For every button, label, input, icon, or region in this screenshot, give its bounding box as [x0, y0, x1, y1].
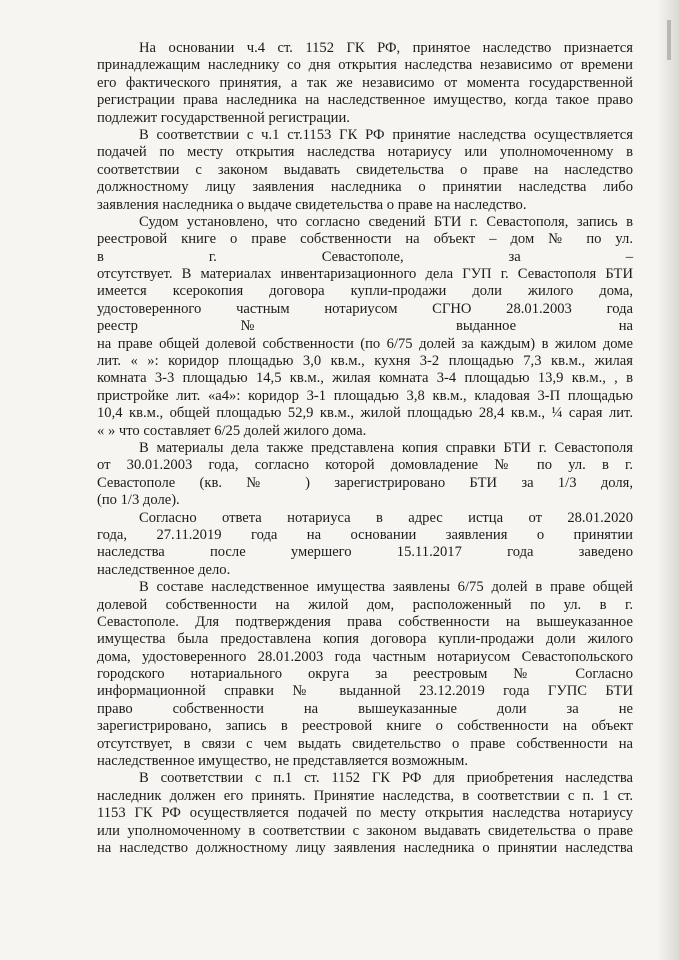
paragraph — [97, 40, 633, 127]
text-line: информационной справки № выданной 23.12.2019 года ГУПС БТИ — [97, 683, 633, 700]
text-line: Севастополе (кв. № ) зарегистрировано БТИ за 1/3 доля, — [97, 474, 633, 491]
text-line: В составе наследственное имущества заявлены 6/75 долей в праве общей — [139, 579, 633, 596]
text-line: комната 3-3 площадью 14,5 кв.м., жилая комната 3-4 площадью 13,9 кв.м., , в — [97, 370, 633, 387]
text-line: В соответствии с ч.1 ст.1153 ГК РФ принятие наследства осуществляется — [139, 126, 633, 143]
text-line: подлежит государственной регистрации. — [97, 109, 350, 126]
paragraph — [97, 214, 633, 440]
text-line: отсутствует. В материалах инвентаризационного дела ГУП г. Севастополя БТИ — [97, 266, 633, 283]
text-line: Судом установлено, что согласно сведений БТИ г. Севастополя, запись в — [139, 213, 633, 230]
text-line: наследства после умершего 15.11.2017 года заведено — [97, 544, 633, 561]
text-line: регистрации права наследника на наследственное имущество, когда такое право — [97, 92, 633, 109]
text-line: « » что составляет 6/25 долей жилого дома. — [97, 422, 367, 439]
paragraph — [97, 510, 633, 580]
text-line: заявления наследника о выдаче свидетельства о праве на наследство. — [97, 196, 527, 213]
text-line: (по 1/3 доле). — [97, 492, 180, 509]
text-line: наследственное имущество, не представляется возможным. — [97, 753, 469, 770]
text-line: года, 27.11.2019 года на основании заявления о принятии — [97, 526, 633, 543]
scan-edge-mark — [667, 20, 671, 60]
text-line: на праве общей долевой собственности (по 6/75 долей за каждым) в жилом доме — [97, 335, 633, 352]
text-line: его фактического принятия, а так же независимо от момента государственной — [97, 74, 633, 91]
text-line: подачей по месту открытия наследства нотариусу или уполномоченному в — [97, 144, 633, 161]
text-line: наследственное дело. — [97, 561, 231, 578]
text-line: право собственности на вышеуказанные доли за не — [97, 700, 633, 717]
text-line: Севастополе. Для подтверждения права собственности на вышеуказанное — [97, 613, 633, 630]
text-line: должностному лицу заявления наследника о принятии наследства либо — [97, 179, 633, 196]
paragraph — [97, 127, 633, 214]
text-line: городского нотариального округа за реестровым № Согласно — [97, 666, 633, 683]
text-line: дома, удостоверенного 28.01.2003 года частным нотариусом Севастопольского — [97, 648, 633, 665]
text-line: имеется ксерокопия договора купли-продажи доли жилого дома, — [97, 283, 633, 300]
text-line: 1153 ГК РФ осуществляется подачей по месту открытия наследства нотариусу — [97, 805, 633, 822]
paragraph — [97, 440, 633, 510]
text-line: наследник должен его принять. Принятие наследства, в соответствии с п. 1 ст. — [97, 787, 633, 804]
text-line: от 30.01.2003 года, согласно которой домовладение № по ул. в г. — [97, 457, 633, 474]
text-line: соответствии с законом выдавать свидетельства о праве на наследство — [97, 161, 633, 178]
text-line: имущества была предоставлена копия договора купли-продажи доли жилого — [97, 631, 633, 648]
text-line: зарегистрировано, запись в реестровой книге о собственности на объект — [97, 718, 633, 735]
text-line: На основании ч.4 ст. 1152 ГК РФ, принятое наследство признается — [139, 40, 633, 56]
paragraph — [97, 579, 633, 770]
scan-edge-shadow — [657, 0, 679, 960]
text-line: отсутствует, в связи с чем выдать свидетельство о праве собственности на — [97, 735, 633, 752]
document-body — [97, 40, 633, 857]
text-line: В соответствии с п.1 ст. 1152 ГК РФ для приобретения наследства — [139, 770, 633, 787]
text-line: или уполномоченному в соответствии с законом выдавать свидетельства о праве — [97, 822, 633, 839]
text-line: в г. Севастополе, за – — [97, 248, 633, 265]
text-line: В материалы дела также представлена копия справки БТИ г. Севастополя — [139, 439, 633, 456]
paragraph — [97, 770, 633, 857]
text-line: долевой собственности на жилой дом, расположенный по ул. в г. — [97, 596, 633, 613]
text-line: на наследство должностному лицу заявления наследника о принятии наследства — [97, 839, 633, 856]
text-line: реестровой книге о праве собственности на объект – дом № по ул. — [97, 231, 633, 248]
text-line: Согласно ответа нотариуса в адрес истца от 28.01.2020 — [139, 509, 633, 526]
text-line: лит. « »: коридор площадью 3,0 кв.м., кухня 3-2 площадью 7,3 кв.м., жилая — [97, 353, 633, 370]
text-line: реестр № выданное на — [97, 318, 633, 335]
text-line: 10,4 кв.м., общей площадью 52,9 кв.м., жилой площадью 28,4 кв.м., ¼ сарая лит. — [97, 405, 633, 422]
text-line: удостоверенного частным нотариусом СГНО 28.01.2003 года — [97, 300, 633, 317]
text-line: принадлежащим наследнику со дня открытия наследства независимо от времени — [97, 57, 633, 74]
text-line: пристройке лит. «а4»: коридор 3-1 площадью 3,8 кв.м., кладовая 3-П площадью — [97, 387, 633, 404]
